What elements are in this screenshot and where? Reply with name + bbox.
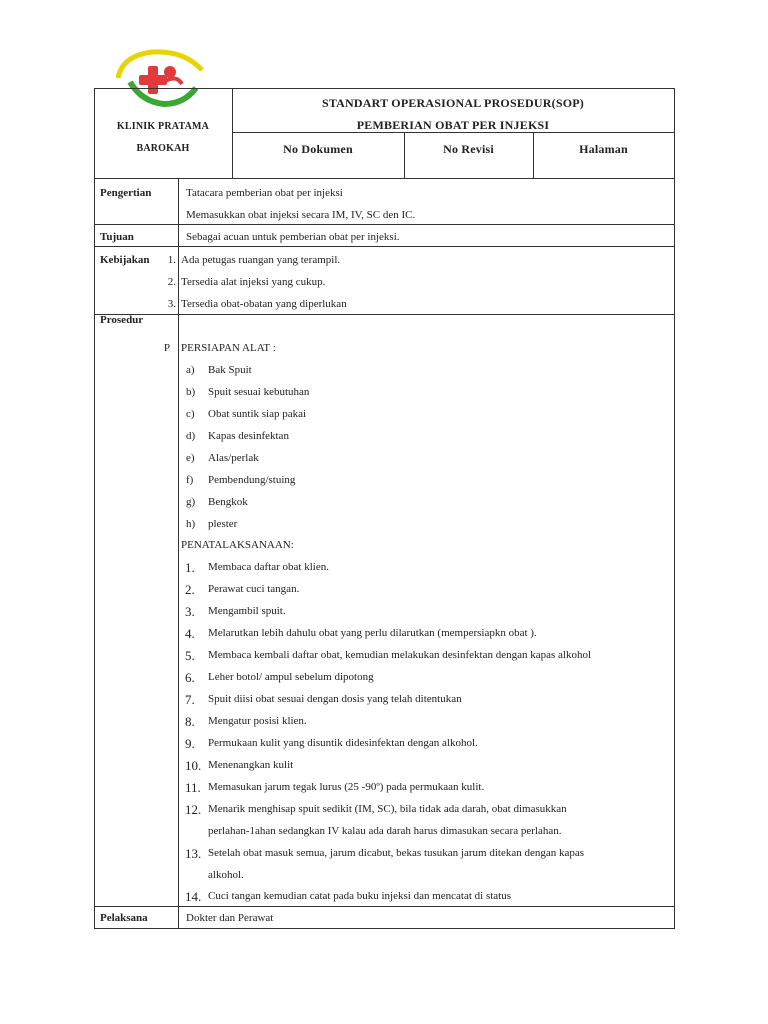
pengertian-label: Pengertian <box>100 187 152 199</box>
alat-item-e: Alas/perlak <box>208 452 259 464</box>
kebijakan-num-1: 1. <box>167 254 176 266</box>
kebijakan-item-1: Ada petugas ruangan yang terampil. <box>181 254 341 266</box>
step-num-7: 7. <box>185 692 195 707</box>
alat-item-b: Spuit sesuai kebutuhan <box>208 386 310 398</box>
persiapan-title: PERSIAPAN ALAT : <box>181 342 276 354</box>
step-num-13: 13. <box>185 846 202 861</box>
pelaksana-text: Dokter dan Perawat <box>186 912 274 924</box>
doc-subtitle: PEMBERIAN OBAT PER INJEKSI <box>356 118 550 132</box>
step-text-10: Menenangkan kulit <box>208 759 294 771</box>
step-text-2: Perawat cuci tangan. <box>208 583 300 595</box>
kebijakan-item-2: Tersedia alat injeksi yang cukup. <box>181 276 326 288</box>
alat-num-a: a) <box>186 364 195 376</box>
step-num-4: 4. <box>185 626 195 641</box>
step-num-5: 5. <box>185 648 195 663</box>
step-text-9: Permukaan kulit yang disuntik didesinfektan dengan alkohol. <box>208 737 478 749</box>
clinic-name-line1: KLINIK PRATAMA <box>116 121 210 132</box>
alat-item-h: plester <box>208 518 238 530</box>
alat-item-f: Pembendung/stuing <box>208 474 296 486</box>
step-text-4: Melarutkan lebih dahulu obat yang perlu dilarutkan (mempersiapkn obat ). <box>208 627 537 639</box>
step-text-3: Mengambil spuit. <box>208 605 286 617</box>
alat-num-c: c) <box>186 408 195 420</box>
step-num-8: 8. <box>185 714 195 729</box>
alat-item-d: Kapas desinfektan <box>208 430 289 442</box>
penatalaksanaan-title: PENATALAKSANAAN: <box>181 539 294 551</box>
doc-title: STANDART OPERASIONAL PROSEDUR(SOP) <box>322 96 584 110</box>
step-num-1: 1. <box>185 560 195 575</box>
alat-num-f: f) <box>186 474 194 486</box>
alat-item-c: Obat suntik siap pakai <box>208 408 307 420</box>
clinic-name-line2: BAROKAH <box>136 143 190 154</box>
step-num-9: 9. <box>185 736 195 751</box>
alat-num-e: e) <box>186 452 195 464</box>
alat-num-h: h) <box>186 518 196 530</box>
tujuan-label: Tujuan <box>100 231 134 243</box>
alat-item-a: Bak Spuit <box>208 364 252 376</box>
clinic-logo <box>112 48 208 110</box>
step-num-3: 3. <box>185 604 195 619</box>
halaman-header: Halaman <box>579 142 628 156</box>
step-text-8: Mengatur posisi klien. <box>208 715 307 727</box>
alat-num-b: b) <box>186 386 196 398</box>
prosedur-marker: P <box>163 342 170 354</box>
step-text-12: Menarik menghisap spuit sedikit (IM, SC), bila tidak ada darah, obat dimasukkan <box>208 803 567 815</box>
step-text-12-cont: perlahan-1ahan sedangkan IV kalau ada darah harus dimasukan secara perlahan. <box>208 825 562 837</box>
step-text-7: Spuit diisi obat sesuai dengan dosis yang telah ditentukan <box>208 693 462 705</box>
tujuan-text: Sebagai acuan untuk pemberian obat per injeksi. <box>186 231 400 243</box>
pengertian-line2: Memasukkan obat injeksi secara IM, IV, SC den IC. <box>186 209 416 221</box>
kebijakan-num-2: 2. <box>167 276 176 288</box>
pelaksana-label: Pelaksana <box>100 912 148 924</box>
step-text-13: Setelah obat masuk semua, jarum dicabut, bekas tusukan jarum ditekan dengan kapas <box>208 847 585 859</box>
step-num-14: 14. <box>185 889 202 904</box>
no-dokumen-header: No Dokumen <box>283 142 353 156</box>
step-text-5: Membaca kembali daftar obat, kemudian melakukan desinfektan dengan kapas alkohol <box>208 649 592 661</box>
step-text-1: Membaca daftar obat klien. <box>208 561 329 573</box>
kebijakan-label: Kebijakan <box>100 254 150 266</box>
step-num-2: 2. <box>185 582 195 597</box>
step-text-14: Cuci tangan kemudian catat pada buku injeksi dan mencatat di status <box>208 890 512 902</box>
step-num-6: 6. <box>185 670 195 685</box>
kebijakan-item-3: Tersedia obat-obatan yang diperlukan <box>181 298 347 310</box>
step-num-12: 12. <box>185 802 202 817</box>
no-revisi-header: No Revisi <box>443 142 494 156</box>
step-text-6: Leher botol/ ampul sebelum dipotong <box>208 671 374 683</box>
step-num-11: 11. <box>185 780 201 795</box>
pengertian-line1: Tatacara pemberian obat per injeksi <box>186 187 343 199</box>
step-text-11: Memasukan jarum tegak lurus (25 -90º) pada permukaan kulit. <box>208 781 485 793</box>
alat-num-d: d) <box>186 430 196 442</box>
step-text-13-cont: alkohol. <box>208 869 244 881</box>
step-num-10: 10. <box>185 758 202 773</box>
kebijakan-num-3: 3. <box>167 298 176 310</box>
prosedur-label: Prosedur <box>100 314 144 326</box>
alat-item-g: Bengkok <box>208 496 248 508</box>
alat-num-g: g) <box>186 496 196 508</box>
